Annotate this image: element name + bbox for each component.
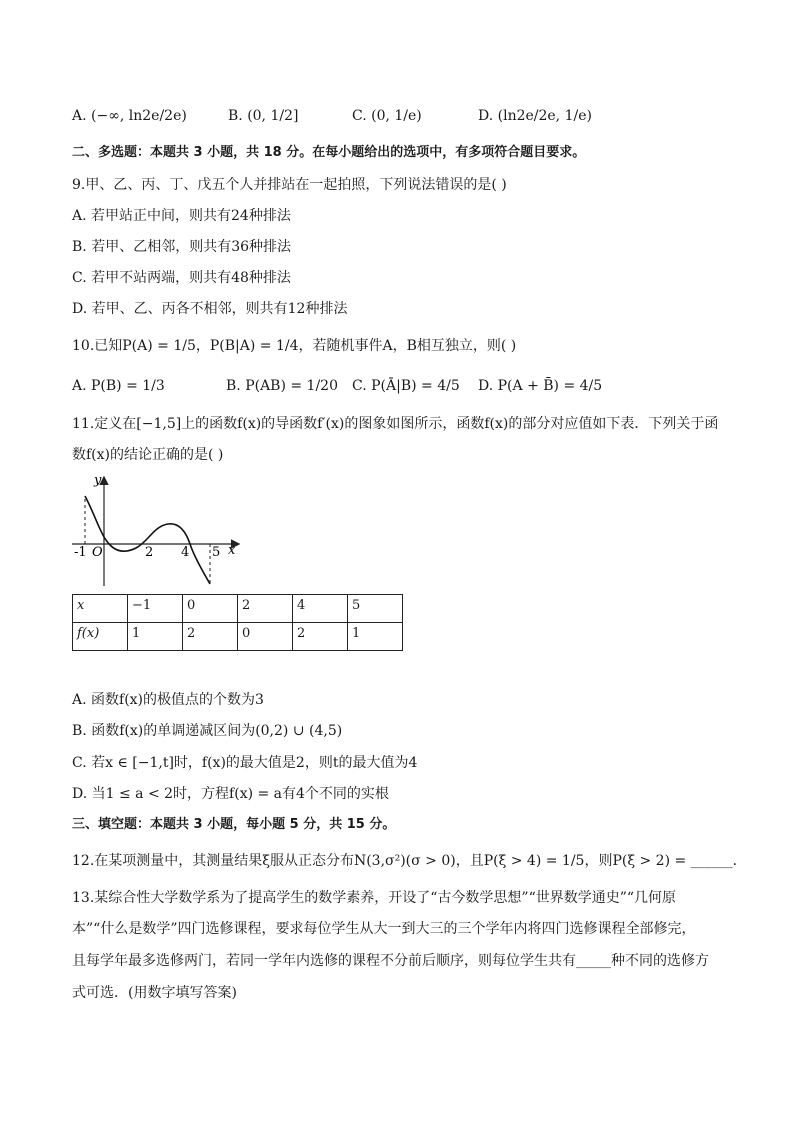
table-cell: −1 — [128, 595, 183, 623]
table-cell: 0 — [238, 623, 293, 651]
q11-stem-line1: 11.定义在[−1,5]上的函数f(x)的导函数f′(x)的图象如图所示，函数f(x)的部分对应值如下表．下列关于函 — [72, 416, 719, 432]
function-value-table — [72, 594, 403, 651]
table-cell: 2 — [238, 595, 293, 623]
origin-label: O — [92, 545, 103, 560]
table-cell: 2 — [293, 623, 348, 651]
table-cell: x — [73, 595, 128, 623]
q8-option-a: A. (−∞, ln2e/2e) — [72, 108, 187, 124]
tick-label-5: 5 — [212, 545, 221, 560]
tick-label-2: 2 — [145, 545, 154, 560]
q9-option-b: B. 若甲、乙相邻，则共有36种排法 — [72, 239, 292, 255]
q9-option-c: C. 若甲不站两端，则共有48种排法 — [72, 270, 291, 286]
q9-option-a: A. 若甲站正中间，则共有24种排法 — [72, 208, 291, 224]
q11-option-d: D. 当1 ≤ a < 2时，方程f(x) = a有4个不同的实根 — [72, 786, 389, 802]
q10-option-c: C. P(Ā|B) = 4/5 — [352, 378, 460, 394]
q10-option-d: D. P(A + B̄) = 4/5 — [478, 378, 603, 394]
q11-option-a: A. 函数f(x)的极值点的个数为3 — [72, 692, 264, 708]
tick-label-neg1: -1 — [74, 545, 87, 560]
tick-label-4: 4 — [181, 545, 190, 560]
table-cell: 1 — [348, 623, 403, 651]
q13-line4: 式可选．(用数字填写答案) — [72, 985, 237, 1001]
q8-option-c: C. (0, 1/e) — [352, 108, 422, 124]
q12-stem: 12.在某项测量中，其测量结果ξ服从正态分布N(3,σ²)(σ > 0)，且P(ξ > 4) = 1/5，则P(ξ > 2) = ______． — [72, 853, 747, 869]
q10-option-a: A. P(B) = 1/3 — [72, 378, 165, 394]
q13-line3: 且每学年最多选修两门，若同一学年内选修的课程不分前后顺序，则每位学生共有_____种不同的选修方 — [72, 953, 709, 969]
q10-option-b: B. P(AB) = 1/20 — [226, 378, 338, 394]
table-cell: f(x) — [73, 623, 128, 651]
q11-option-c: C. 若x ∈ [−1,t]时，f(x)的最大值是2，则t的最大值为4 — [72, 755, 418, 771]
table-row-fx — [73, 623, 403, 651]
table-row-x — [73, 595, 403, 623]
table-cell: 2 — [183, 623, 238, 651]
table-cell: 0 — [183, 595, 238, 623]
q9-option-d: D. 若甲、乙、丙各不相邻，则共有12种排法 — [72, 301, 348, 317]
table-cell: 1 — [128, 623, 183, 651]
x-axis-label: x — [228, 543, 236, 558]
q13-line1: 13.某综合性大学数学系为了提高学生的数学素养，开设了“古今数学思想”“世界数学通史”“几何原 — [72, 890, 677, 906]
derivative-graph — [64, 468, 244, 590]
y-axis-label: y — [94, 473, 102, 488]
q11-option-b: B. 函数f(x)的单调递减区间为(0,2) ∪ (4,5) — [72, 723, 343, 739]
table-cell: 4 — [293, 595, 348, 623]
section-3-heading: 三、填空题：本题共 3 小题，每小题 5 分，共 15 分。 — [72, 817, 396, 832]
q9-stem: 9.甲、乙、丙、丁、戊五个人并排站在一起拍照，下列说法错误的是( ) — [72, 177, 507, 193]
section-2-heading: 二、多选题：本题共 3 小题，共 18 分。在每小题给出的选项中，有多项符合题目要求。 — [72, 145, 586, 160]
q11-stem-line2: 数f(x)的结论正确的是( ) — [72, 447, 224, 463]
q8-option-d: D. (ln2e/2e, 1/e) — [478, 108, 592, 124]
q13-line2: 本”“什么是数学”四门选修课程，要求每位学生从大一到大三的三个学年内将四门选修课程全部修完， — [72, 921, 696, 937]
table-cell: 5 — [348, 595, 403, 623]
q8-option-b: B. (0, 1/2] — [228, 108, 299, 124]
q10-stem: 10.已知P(A) = 1/5，P(B|A) = 1/4，若随机事件A，B相互独立，则( ) — [72, 338, 517, 354]
